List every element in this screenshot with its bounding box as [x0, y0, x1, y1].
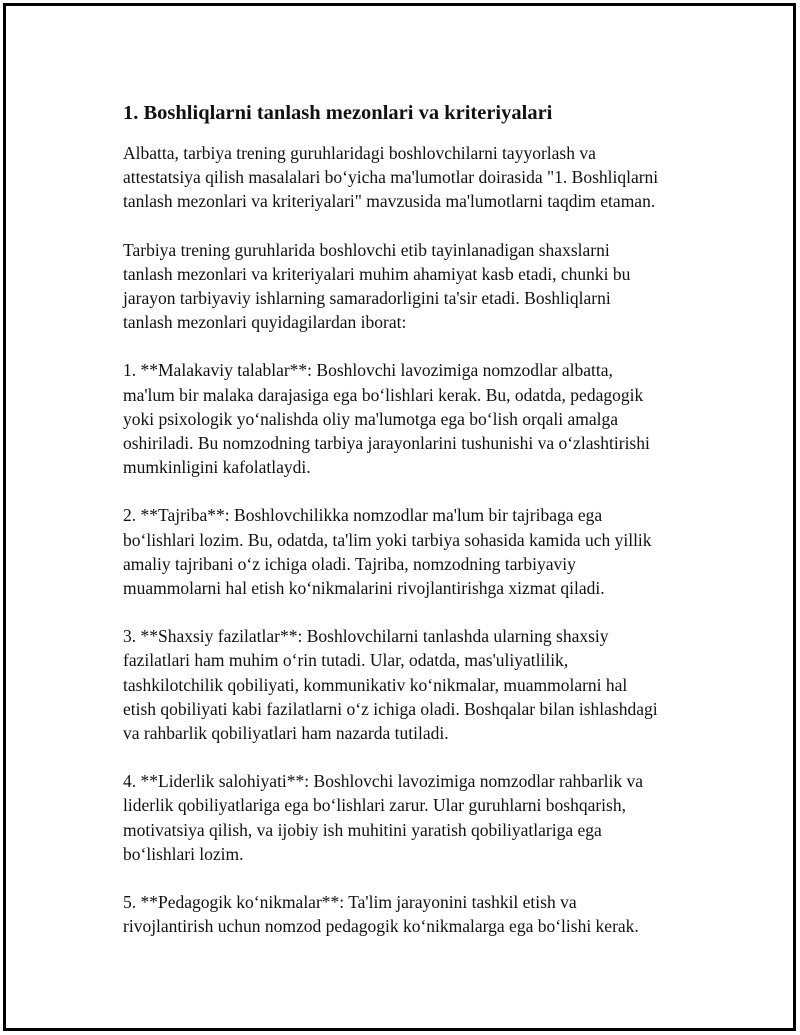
paragraph-criterion-3: 3. **Shaxsiy fazilatlar**: Boshlovchilarni tanlashda ularning shaxsiy fazilatlari ham muhim oʻrin tutadi. Ular, odatda, mas'uliyatlilik, tashkilotchilik qobiliyati, kommunikativ koʻnikmalar, muammolarni hal etish qobiliyati kabi fazilatlarni oʻz ichiga oladi. Boshqalar bilan ishlashdagi va rahbarlik qobiliyatlari ham nazarda tutiladi. — [123, 626, 658, 744]
paragraph-context: Tarbiya trening guruhlarida boshlovchi etib tayinlanadigan shaxslarni tanlash mezonlari va kriteriyalari muhim ahamiyat kasb etadi, chunki bu jarayon tarbiyaviy ishlarning samaradorligini ta'sir etadi. Boshliqlarni tanlash mezonlari quyidagilardan iborat: — [123, 239, 631, 333]
paragraph-intro: Albatta, tarbiya trening guruhlaridagi boshlovchilarni tayyorlash va attestatsiya qilish masalalari boʻyicha ma'lumotlar doirasida "1. Boshliqlarni tanlash mezonlari va kriteriyalari" mavzusida ma'lumotlarni taqdim etaman. — [123, 143, 659, 212]
page-frame — [3, 3, 796, 1031]
document-title: 1. Boshliqlarni tanlash mezonlari va kriteriyalari — [123, 102, 553, 124]
paragraph-criterion-5: 5. **Pedagogik koʻnikmalar**: Ta'lim jarayonini tashkil etish va rivojlantirish uchun nomzod pedagogik koʻnikmalarga ega boʻlishi kerak. — [123, 892, 639, 937]
paragraph-criterion-2: 2. **Tajriba**: Boshlovchilikka nomzodlar ma'lum bir tajribaga ega boʻlishlari lozim. Bu, odatda, ta'lim yoki tarbiya sohasida kamida uch yillik amaliy tajribani oʻz ichiga oladi. Tajriba, nomzodning tarbiyaviy muammolarni hal etish koʻnikmalarini rivojlantirishga xizmat qiladi. — [123, 505, 652, 599]
paragraph-criterion-1: 1. **Malakaviy talablar**: Boshlovchi lavozimiga nomzodlar albatta, ma'lum bir malaka darajasiga ega boʻlishlari kerak. Bu, odatda, pedagogik yoki psixologik yoʻnalishda oliy ma'lumotga ega boʻlish orqali amalga oshiriladi. Bu nomzodning tarbiya jarayonlarini tushunishi va oʻzlashtirishi mumkinligini kafolatlaydi. — [123, 360, 650, 478]
paragraph-criterion-4: 4. **Liderlik salohiyati**: Boshlovchi lavozimiga nomzodlar rahbarlik va liderlik qobiliyatlariga ega boʻlishlari zarur. Ular guruhlarni boshqarish, motivatsiya qilish, va ijobiy ish muhitini yaratish qobiliyatlariga ega boʻlishlari lozim. — [123, 771, 644, 864]
document-body — [123, 100, 693, 938]
